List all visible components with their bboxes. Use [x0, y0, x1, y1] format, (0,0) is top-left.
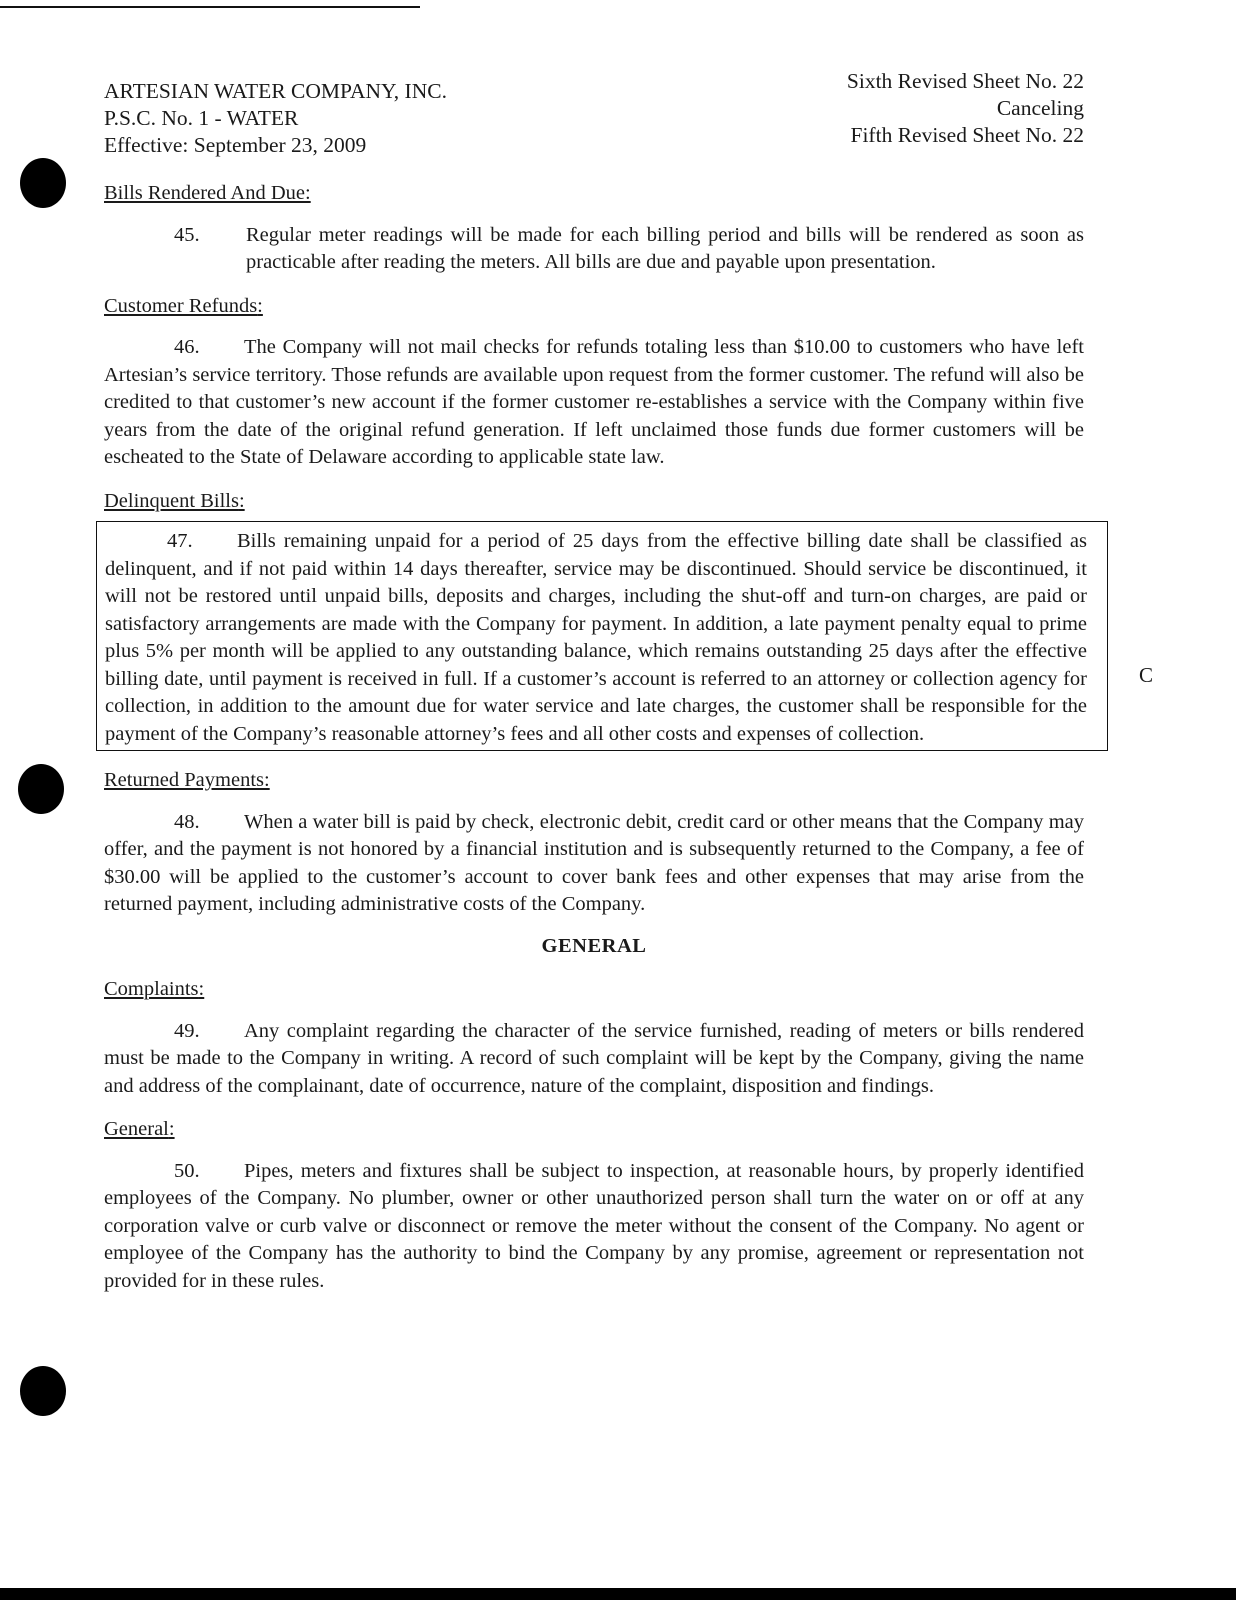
rule-text: Bills remaining unpaid for a period of 25 days from the effective billing date shall be classified as delinquent, and if not paid within 14 days thereafter, service may be discontinued. Should service be discontinued, it will not be restored until unpaid bills, deposits and charges, including the shut-off and turn-on charges, are paid or satisfactory arrangements are made with the Company for payment. In addition, a late payment penalty equal to prime plus 5% per month will be applied to any outstanding balance, which remains outstanding 25 days after the effective billing date, until payment is received in full. If a customer’s account is referred to an attorney or collection agency for collection, in addition to the amount due for water service and late charges, the customer shall be responsible for the payment of the Company’s reasonable attorney’s fees and all other costs and expenses of collection.	[105, 530, 1087, 745]
general-section-title: GENERAL	[541, 934, 647, 957]
sheet-header	[104, 68, 1084, 166]
section-heading-delinquent: Delinquent Bills:	[104, 489, 245, 512]
rule-text: Regular meter readings will be made for each billing period and bills will be rendered as soon as practicable after reading the meters. All bills are due and payable upon presentation.	[246, 223, 1084, 273]
scan-bottom-edge	[0, 1588, 1236, 1600]
punch-hole-bottom	[20, 1366, 66, 1416]
scan-top-rule	[0, 6, 420, 8]
section-heading-bills: Bills Rendered And Due:	[104, 182, 311, 204]
company-name: ARTESIAN WATER COMPANY, INC.	[104, 79, 447, 103]
rule-number: 46.	[174, 336, 200, 358]
sheet-number: Sixth Revised Sheet No. 22	[846, 69, 1084, 93]
header-right	[847, 68, 1084, 149]
rule-text: Pipes, meters and fixtures shall be subject to inspection, at reasonable hours, by properly identified employees of the Company. No plumber, owner or other unauthorized person shall turn the water on or off at any corporation valve or curb valve or disconnect or remove the meter without the consent of the Company. No agent or employee of the Company has the authority to bind the Company by any promise, agreement or representation not provided for in these rules.	[104, 1159, 1084, 1292]
rule-number: 45.	[174, 223, 200, 246]
header-left	[104, 78, 447, 159]
rule-45	[104, 222, 1084, 277]
prior-sheet-number: Fifth Revised Sheet No. 22	[850, 123, 1084, 147]
section-heading-refunds: Customer Refunds:	[104, 294, 263, 317]
change-marker: C	[1138, 663, 1153, 687]
rule-number: 48.	[174, 810, 200, 833]
rule-number: 50.	[174, 1159, 200, 1182]
rule-text: The Company will not mail checks for refunds totaling less than $10.00 to customers who have left Artesian’s service territory. Those refunds are available upon request from the former customer. The refund will also be credited to that customer’s new account if the former customer re-establishes a service with the Company within five years from the date of the original refund generation. If left unclaimed those funds due former customers will be escheated to the State of Delaware according to applicable state law.	[104, 336, 1084, 468]
tariff-sheet	[104, 68, 1153, 1295]
rule-number: 49.	[174, 1019, 200, 1042]
rule-text: When a water bill is paid by check, electronic debit, credit card or other means that the Company may offer, and the payment is not honored by a financial institution and is subsequently returned to the Company, a fee of $30.00 will be applied to the customer’s account to cover bank fees and other expenses that may arise from the returned payment, including administrative costs of the Company.	[104, 810, 1084, 915]
rule-46	[104, 334, 1084, 472]
rule-number: 47.	[167, 530, 193, 552]
psc-number: P.S.C. No. 1 - WATER	[104, 106, 299, 130]
section-heading-returned: Returned Payments:	[104, 769, 270, 791]
rule-49	[104, 1018, 1084, 1101]
effective-date: Effective: September 23, 2009	[104, 133, 367, 157]
section-heading-complaints: Complaints:	[104, 978, 205, 1000]
canceling-label: Canceling	[996, 96, 1084, 120]
rule-50	[104, 1158, 1084, 1296]
section-heading-general: General:	[104, 1118, 175, 1140]
rule-text: Any complaint regarding the character of the service furnished, reading of meters or bills rendered must be made to the Company in writing. A record of such complaint will be kept by the Company, giving the name and address of the complainant, date of occurrence, nature of the complaint, disposition and findings.	[104, 1019, 1084, 1097]
rule-48	[104, 809, 1084, 919]
punch-hole-top	[20, 158, 66, 208]
rule-47-boxed	[96, 521, 1153, 751]
punch-hole-middle	[18, 764, 64, 814]
